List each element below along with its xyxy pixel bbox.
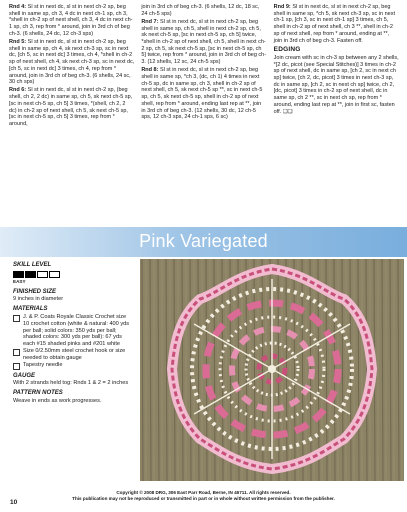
finished-size-heading: FINISHED SIZE — [13, 288, 57, 295]
pattern-info — [13, 259, 133, 405]
checkbox-icon — [13, 315, 20, 322]
pattern-column-2 — [141, 4, 266, 224]
pattern-column-1 — [9, 4, 134, 224]
pattern-column-3 — [274, 4, 399, 224]
skill-level-heading: SKILL LEVEL — [13, 262, 52, 268]
skill-block — [49, 271, 60, 278]
skill-level-meter — [13, 271, 133, 278]
skill-level-label: EASY — [13, 278, 26, 284]
edging-heading: EDGING — [273, 46, 301, 54]
doily-photo — [140, 259, 404, 481]
copyright-line: Copyright © 2008 DRG, 306 East Parr Road, Berne, IN 46711. All rights reserved. — [116, 490, 291, 495]
doily-image — [140, 259, 404, 481]
material-item: J. & P. Coats Royale Classic Crochet size 10 crochet cotton (white & natural: 400 yds per ball; solid colors: 350 yds per ball; shaded colors: 300 yds per ball): 67 yds each #15 shaded pinks and #201 white — [13, 314, 133, 348]
page-number: 10 — [10, 499, 18, 506]
gauge-text: With 2 strands held tog: Rnds 1 & 2 = 2 inches — [13, 380, 129, 387]
round-5: Rnd 5: Sl st in next dc, sl st in next ch-2 sp, beg shell in same sp, ch 4, sk next ch-3 sp, sc in next dc, [ch 5, sc in next dc] 3 times, ch 4, *shell in ch-2 sp of next shell, ch 4, sk next ch-3 sp, sc in next dc, [ch 5, sc in next dc] 3 times, ch 4, rep from * around, join in 3rd ch of beg ch-3. (6 shells, 24 sc, 30 ch sps) — [9, 39, 135, 86]
skill-block — [25, 271, 36, 278]
rights-line: This publication may not be reproduced or transmitted in part or in whole without written permission from the publisher. — [72, 496, 335, 501]
round-8: Rnd 8: Sl st in next dc, sl st in next ch-2 sp, beg shell in same sp, *ch 3, (dc, ch 1) 4 times in next ch-5 sp, dc in same sp, ch 3, shell in ch-2 sp of next shell, ch 5, sk next ch-5 sp **, sc in next ch-5 sp, ch 5, sk next ch-5 sp, shell in ch-2 sp of next shell, rep from * around, ending last rep at **, join in 3rd ch of beg ch-3. (12 shells, 30 dc, 12 ch-5 sps, 12 ch-3 sps, 24 ch-1 sps, 6 sc) — [141, 67, 263, 121]
gauge-heading: GAUGE — [13, 372, 36, 379]
round-7: Rnd 7: Sl st in next dc, sl st in next ch-2 sp, beg shell in same sp, ch 5, shell in next ch-2 sp, ch 5, sk next ch-5 sp, [sc in next ch-5 sp, ch 5] twice, *shell in ch-2 sp of next shell, ch 5, shell in next ch-2 sp, ch 5, sk next ch-5 sp, [sc in next ch-5 sp, ch 5] twice, rep from * around, join in 3rd ch of beg ch-3. (12 shells, 12 sc, 24 ch-5 sps) — [141, 18, 267, 66]
copyright-footer — [0, 490, 407, 502]
checkbox-icon — [13, 363, 20, 370]
checkbox-icon — [13, 349, 20, 356]
round-6-cont: join in 3rd ch of beg ch-3. (6 shells, 12 dc, 18 sc, 24 ch-5 sps) — [141, 4, 260, 17]
skill-block — [13, 271, 24, 278]
materials-heading: MATERIALS — [13, 306, 48, 313]
pattern-columns — [9, 4, 399, 224]
pattern-notes-heading: PATTERN NOTES — [13, 390, 63, 397]
material-item: Tapestry needle — [13, 362, 133, 370]
round-4: Rnd 4: Sl st in next dc, sl st in next ch-2 sp, beg shell in same sp, ch 3, 4 dc in next ch-1 sp, ch 3, *shell in ch-2 sp of next shell, ch 3, 4 dc in next ch-1 sp, ch 3, rep from * around, join in 3rd ch of beg ch-3. (6 shells, 24 dc, 12 ch-3 sps) — [9, 4, 133, 37]
material-item: Size 0/2.50mm steel crochet hook or size needed to obtain gauge — [13, 348, 133, 362]
edging-text: Join cream with sc in ch-3 sp between any 2 shells, *[2 dc, picot (see Special Stitches)] 3 times in ch-2 sp of next shell, dc in same sp, [ch 2, sc in next ch sp] twice, [ch 2, dc, picot] 3 times in next ch-3 sp, dc in same sp, [ch 2, sc in next ch sp] twice, ch 2, [dc, picot] 3 times in ch-2 sp of next shell, dc in same sp, ch 2 **, sc in next ch sp, rep from * around, ending last rep at **, join in first sc, fasten off. ❏❏ — [273, 54, 399, 115]
finished-size-text: 9 inches in diameter — [13, 296, 64, 303]
pattern-title: Pink Variegated — [139, 231, 268, 251]
title-banner — [0, 227, 407, 257]
round-9: Rnd 9: Sl st in next dc, sl st in next ch-2 sp, beg shell in same sp, *ch 5, sk next ch-3 sp, sc in next ch-1 sp, [ch 3, sc in next ch-1 sp] 3 times, ch 5, shell in ch-2 sp of next shell, ch 3 **, shell in ch-2 sp of next shell, rep from * around, ending at **, join in 3rd ch of beg ch-3. Fasten off. — [273, 4, 396, 44]
round-6: Rnd 6: Sl st in next dc, sl st in next ch-2 sp, (beg shell, ch 2, 2 dc) in same sp, ch 5, sk next ch-5 sp, [sc in next ch-5 sp, ch 5] 3 times, *(shell, ch 2, 2 dc) in ch-2 sp of next shell, ch 5, sk next ch-5 sp, [sc in next ch-5 sp, ch 5] 3 times, rep from * around, — [9, 87, 133, 127]
skill-block — [37, 271, 48, 278]
pattern-notes-text: Weave in ends as work progresses. — [13, 397, 102, 404]
